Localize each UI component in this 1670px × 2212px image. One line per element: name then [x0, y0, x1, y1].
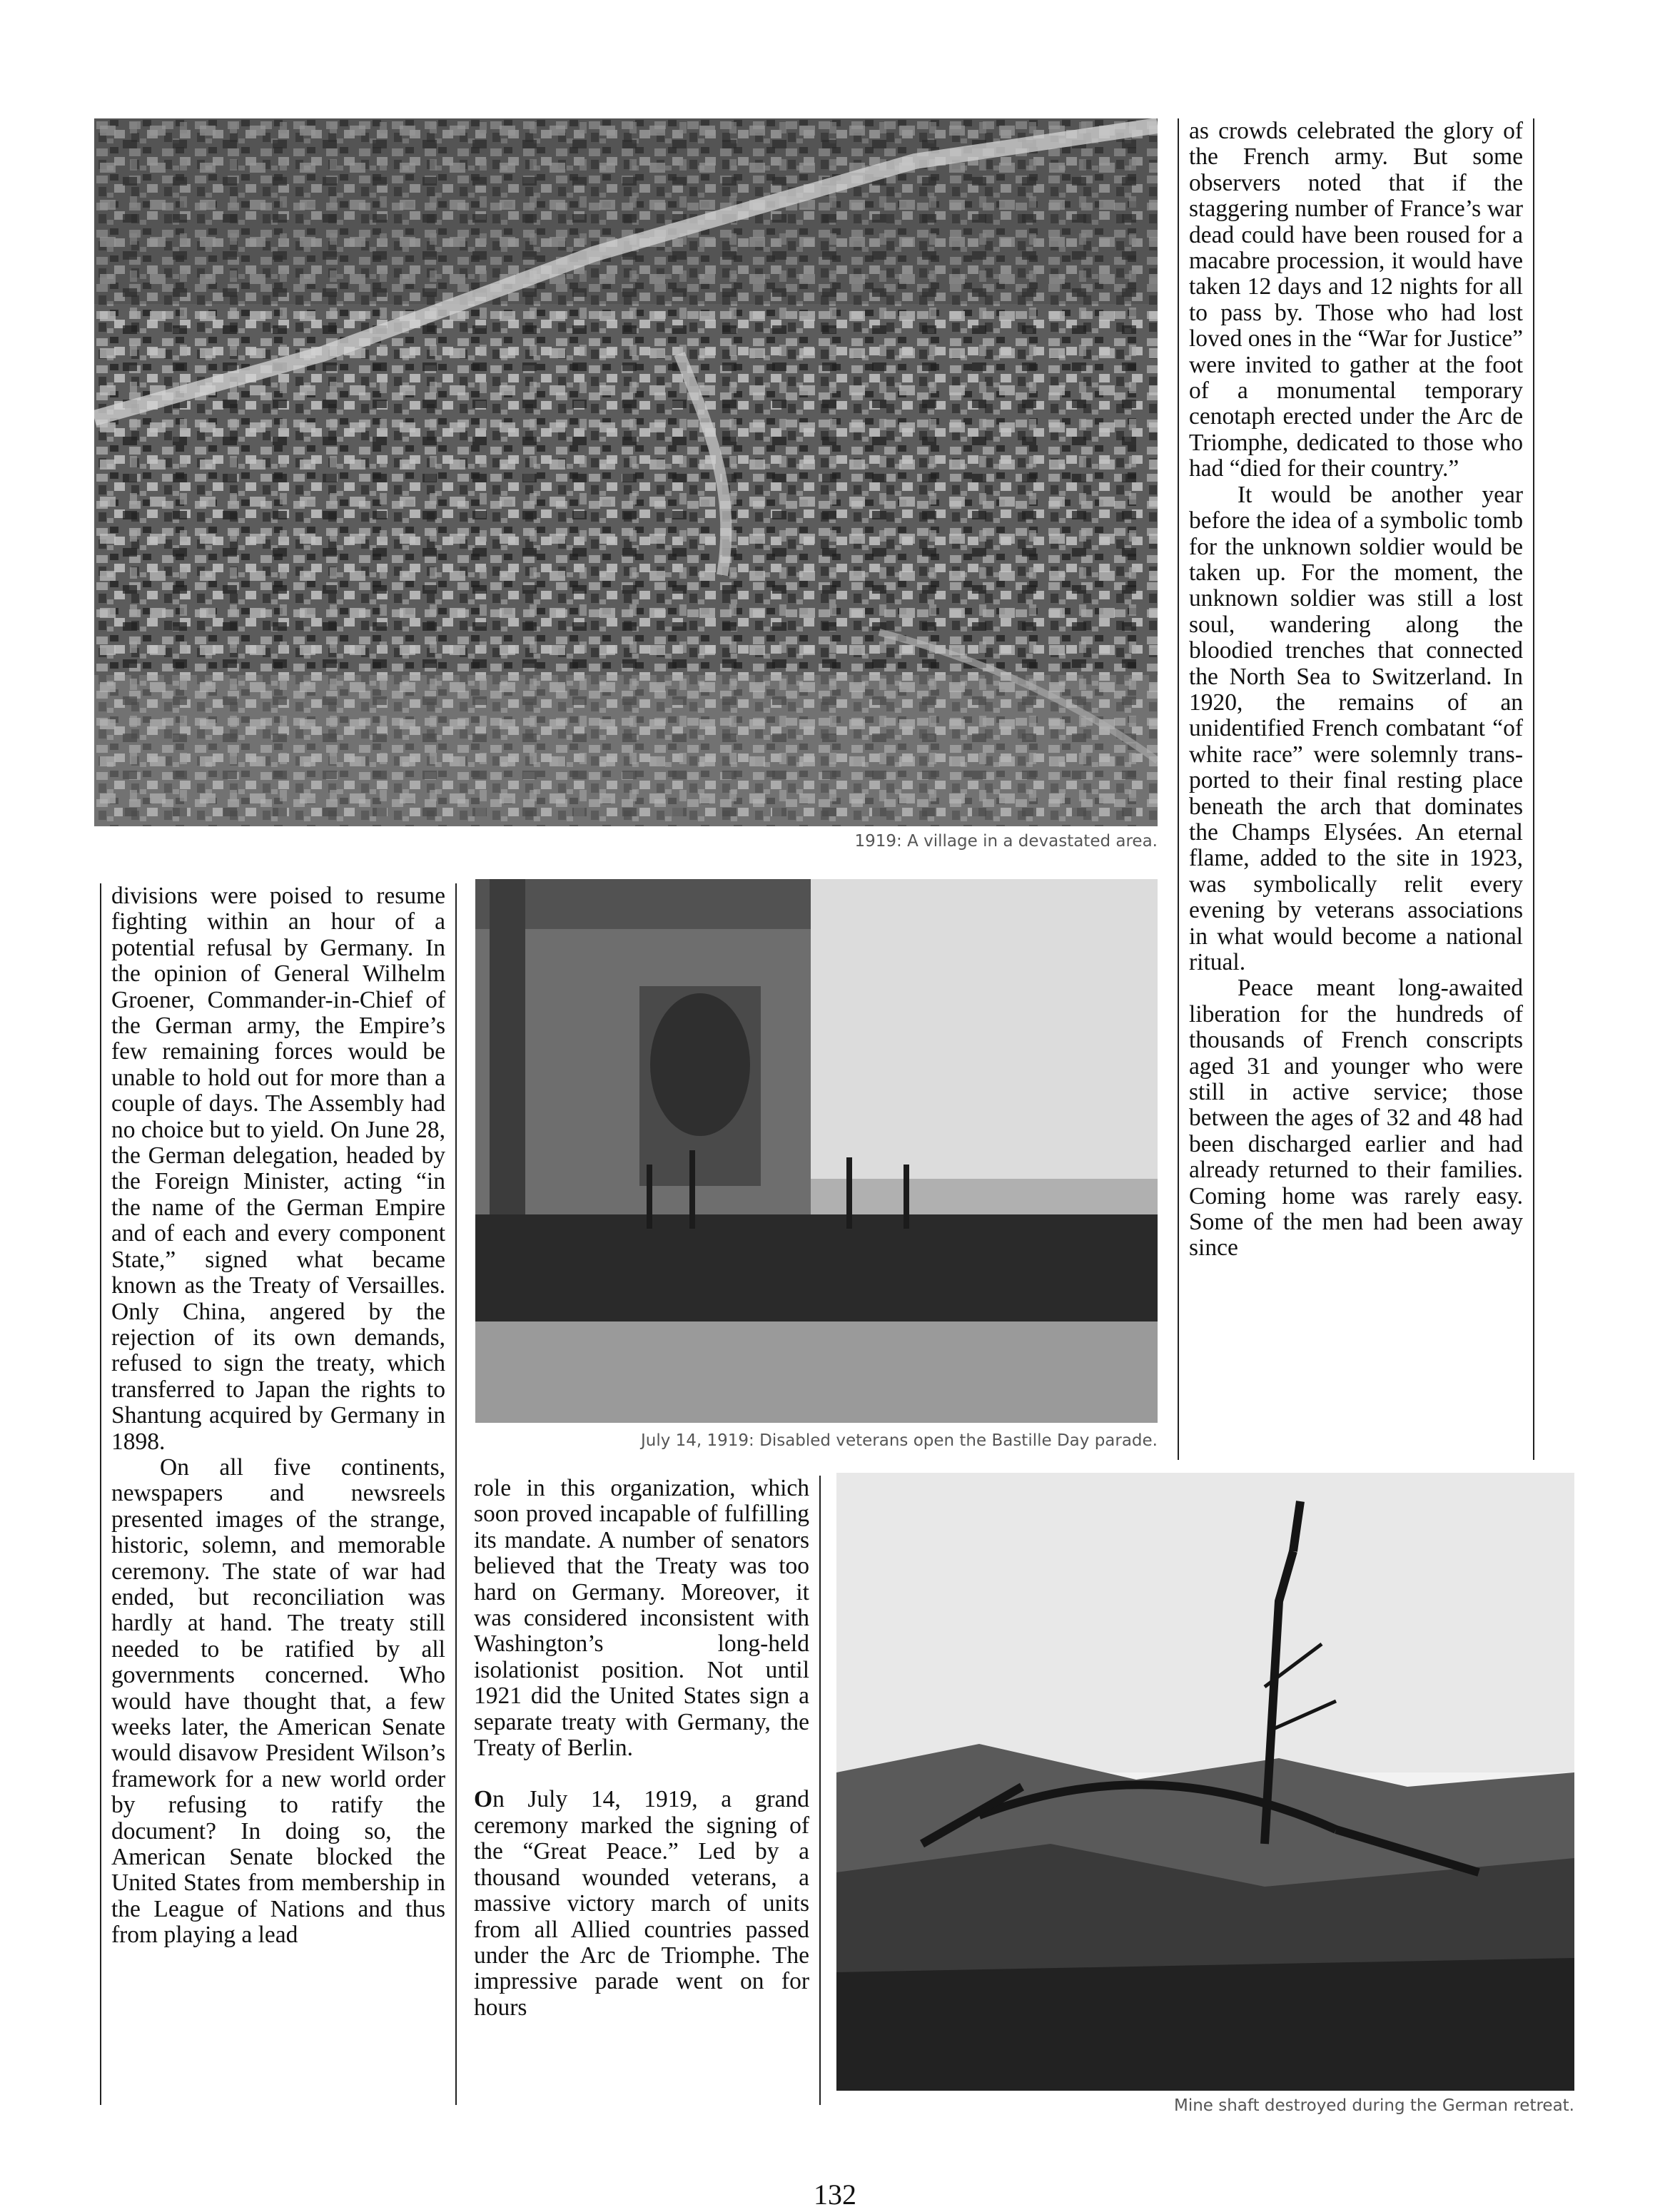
mine-shaft-ruins-image [836, 1473, 1574, 2091]
article-column-middle [464, 1476, 821, 2105]
page-number: 132 [814, 2178, 856, 2211]
arc-de-triomphe-parade-image [475, 879, 1158, 1423]
paragraph-text: n July 14, 1919, a grand ceremony marked the signing of the “Great Peace.” Led by a thousand wounded veterans, a massive victory march of units from all Allied countries passed under the Arc de Triomphe. The impressive parade went on for hours [474, 1786, 809, 2021]
paragraph: Peace meant long-awaited liberation for the hundreds of thousands of French conscripts aged 31 and younger who were still in active service; those between the ages of 32 and 48 had been discharged earlier and had already returned to their families. Coming home was rarely easy. Some of the men had been away since [1189, 975, 1523, 1262]
paragraph [474, 1787, 809, 2021]
parade-photo [475, 879, 1158, 1423]
village-caption: 1919: A village in a devastated area. [854, 832, 1158, 851]
paragraph: divisions were poised to resume fighting within an hour of a potential refusal by Germany. In the opinion of General Wilhelm Groener, Commander-in-Chief of the German army, the Empire’s few remaining forces would be unable to hold out for more than a couple of days. The Assembly had no choice but to yield. On June 28, the German delegation, headed by the Foreign Minister, acting “in the name of the German Empire and of each and every component State,” signed what became known as the Treaty of Versailles. Only China, angered by the rejection of its own demands, refused to sign the treaty, which transferred to Japan the rights to Shantung acquired by Germany in 1898. [111, 883, 445, 1455]
parade-caption: July 14, 1919: Disabled veterans open the Bastille Day parade. [640, 1431, 1158, 1450]
drop-cap: O [474, 1786, 493, 1813]
paragraph: It would be another year before the idea of a symbolic tomb for the unknown soldier would be taken up. For the moment, the unknown soldier was still a lost soul, wandering along the bloodied trenches that connected the North Sea to Switzerland. In 1920, the remains of an unidentified French combatant “of white race” were solemnly transported to their final resting place beneath the arch that dominates the Champs Elysées. An eternal flame, added to the site in 1923, was symbolically relit every evening by veterans associations in what would become a national ritual. [1189, 481, 1523, 975]
village-photo [94, 118, 1158, 826]
article-column-right [1178, 118, 1534, 1460]
paragraph: On all five continents, newspapers and newsreels presented images of the strange, historic, solemn, and memorable ceremony. The state of war had ended, but reconciliation was hardly at hand. The treaty still needed to be ratified by all governments concerned. Who would have thought that, a few weeks later, the American Senate would disavow President Wilson’s framework for a new world order by refusing to ratify the document? In doing so, the American Senate blocked the United States from membership in the League of Nations and thus from playing a lead [111, 1453, 445, 1949]
village-ruins-image [94, 118, 1158, 826]
mine-photo [836, 1473, 1574, 2091]
paragraph: as crowds celebrated the glory of the French army. But some observers noted that if the staggering number of France’s war dead could have been roused for a macabre procession, it would have taken 12 days and 12 nights for all to pass by. Those who had lost loved ones in the “War for Justice” were invited to gather at the foot of a monumental temporary cenotaph erected under the Arc de Triomphe, dedicated to those who had “died for their country.” [1189, 118, 1524, 482]
mine-caption: Mine shaft destroyed during the German retreat. [1173, 2096, 1574, 2115]
article-column-left [100, 883, 457, 2105]
paragraph: role in this organization, which soon proved incapable of fulfilling its mandate. A number of senators believed that the Treaty was too hard on Germany. Moreover, it was considered inconsistent with Washington’s long-held isolationist position. Not until 1921 did the United States sign a separate treaty with Germany, the Treaty of Berlin. [474, 1475, 809, 1762]
